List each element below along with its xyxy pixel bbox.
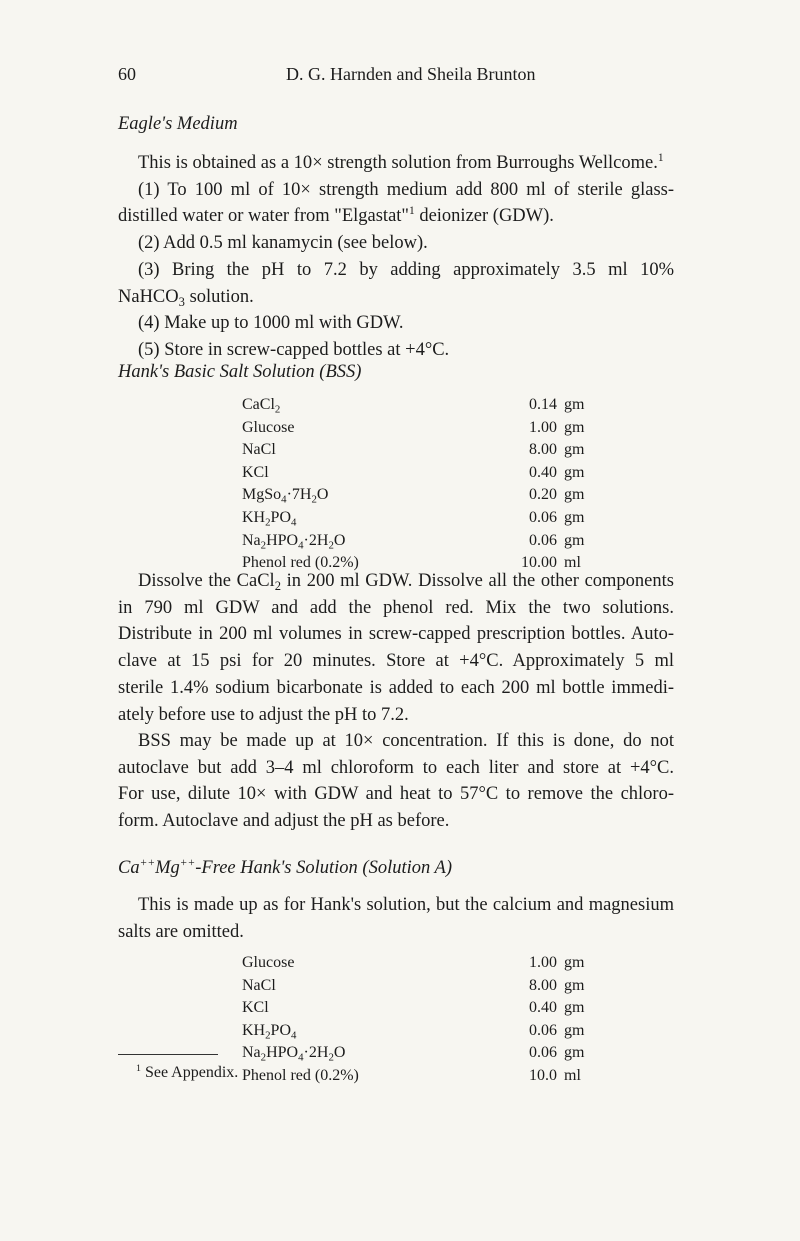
ingredient-unit: gm [564,954,585,971]
footnote-text: See Appendix. [140,1064,239,1081]
table-row [242,484,604,507]
ingredient-unit: gm [564,418,585,436]
ingredient-name: KCl [242,463,269,481]
ingredient-unit: ml [564,1066,581,1084]
table-row [242,417,604,440]
ingredient-unit: gm [564,508,585,526]
hanks-bss-table [242,394,604,575]
ingredient-qty: 10.00 [521,554,557,572]
eagle-step-1: (1) To 100 ml of 10× strength medium add 800 ml of sterile glass- [138,179,675,200]
ingredient-unit: gm [564,1021,585,1039]
ingredient-qty: 0.40 [529,463,557,481]
eagle-step-2: (2) Add 0.5 ml kanamycin (see below). [138,233,428,254]
ingredient-unit: gm [564,976,585,994]
table-row [242,1020,604,1043]
ingredient-qty: 0.06 [529,531,557,549]
ingredient-name: Glucose [242,954,295,971]
ingredient-qty: 1.00 [529,954,557,971]
times-symbol: × [312,153,323,173]
ingredient-name: $Na_2HPO_4\cdot 2H_2O$ [242,531,346,551]
ingredient-qty: 0.06 [529,1044,557,1062]
footnote-ref: 1 [408,205,415,218]
table-row [242,530,604,553]
footnote [136,1064,238,1082]
ingredient-name: $KH_2PO_4$ [242,1021,297,1042]
ingredient-name: KCl [242,999,269,1017]
ingredient-name: Glucose [242,418,295,436]
table-row [242,507,604,530]
page-number: 60 [118,64,136,84]
table-row [242,439,604,462]
footnote-mark: 1 [136,1063,141,1075]
eagle-step-3: (3) Bring the pH to 7.2 by adding approximately 3.5 ml 10% [138,259,674,280]
ingredient-name: NaCl [242,976,276,994]
free-hanks-intro: This is made up as for Hank's solution, but the calcium and magnesium salts are omitted. [118,895,674,942]
ingredient-name: Phenol red (0.2%) [242,1066,359,1084]
ingredient-qty: 0.40 [529,999,557,1017]
ingredient-unit: gm [564,441,585,459]
times-symbol: × [300,179,311,200]
eagle-medium-text [118,150,674,364]
ingredient-unit: gm [564,1044,585,1062]
ingredient-qty: 0.20 [529,486,557,504]
table-row [242,952,604,975]
ingredient-qty: 1.00 [529,418,557,436]
table-row [242,462,604,485]
hanks-bss-heading: Hank's Basic Salt Solution (BSS) [118,362,362,382]
bss-paragraph-2: BSS may be made up at 10× concentration. If this is done, do not autoclave but add 3–4 ml chloroform to each liter and store at +4°C. For use, dilute 10× with GDW and heat to 57°C to remove the chloro- form. Autoclave and adjust the pH as before. [118,731,674,832]
ingredient-unit: gm [564,531,585,549]
times-symbol: × [256,784,267,805]
ingredient-qty: 0.06 [529,1021,557,1039]
free-hanks-table [242,952,604,1088]
running-head [118,64,682,88]
ingredient-name: NaCl [242,441,276,459]
running-head-title: D. G. Harnden and Sheila Brunton [286,64,536,84]
ingredient-qty: 8.00 [529,441,557,459]
ingredient-unit: ml [564,554,581,572]
eagle-medium-heading: Eagle's Medium [118,114,238,134]
table-row [242,394,604,417]
footnote-divider [118,1054,218,1055]
eagle-step-4: (4) Make up to 1000 ml with GDW. [138,313,404,334]
ingredient-unit: gm [564,396,585,413]
table-row [242,1065,604,1088]
ingredient-name: $MgSo_4\cdot 7H_2O$ [242,486,329,506]
ingredient-unit: gm [564,486,585,504]
table-row [242,997,604,1020]
eagle-step-1-cont: distilled water or water from "Elgastat"$^1$ deionizer (GDW). [118,205,554,227]
ingredient-unit: gm [564,463,585,481]
eagle-step-5: (5) Store in screw-capped bottles at +4°C. [138,339,450,360]
ingredient-qty: 8.00 [529,976,557,994]
ingredient-name: $KH_2PO_4$ [242,508,297,529]
times-symbol: × [363,731,374,751]
ingredient-name: $Na_2HPO_4\cdot 2H_2O$ [242,1044,346,1064]
ingredient-unit: gm [564,999,585,1017]
eagle-intro: This is obtained as a 10× strength solution from Burroughs Wellcome.$^1$ [138,152,664,173]
ingredient-qty: 10.0 [529,1066,557,1084]
ingredient-name: CaCl$_2$ [242,396,281,416]
ingredient-qty: 0.14 [529,396,557,413]
ingredient-qty: 0.06 [529,508,557,526]
table-row [242,975,604,998]
table-row [242,1042,604,1065]
footnote-ref: 1 [657,152,664,165]
free-hanks-heading: Ca++Mg++-Free Hank's Solution (Solution A) [118,857,452,878]
bss-paragraph-1: Dissolve the CaCl$_2$ in 200 ml GDW. Dissolve all the other components in 790 ml GDW and add the phenol red. Mix the two solutions. Distribute in 200 ml volumes in screw-capped prescription bottles. Auto- clave at 15 psi for 20 minutes. Store at +4°C. Approximately 5 ml sterile 1.4% sodium bicarbonate is added to each 200 ml bottle immedi- ately before use to adjust the pH to 7.2. [118,571,674,725]
eagle-step-3-cont: NaHCO$_3$ solution. [118,286,254,309]
ingredient-name: Phenol red (0.2%) [242,554,359,572]
